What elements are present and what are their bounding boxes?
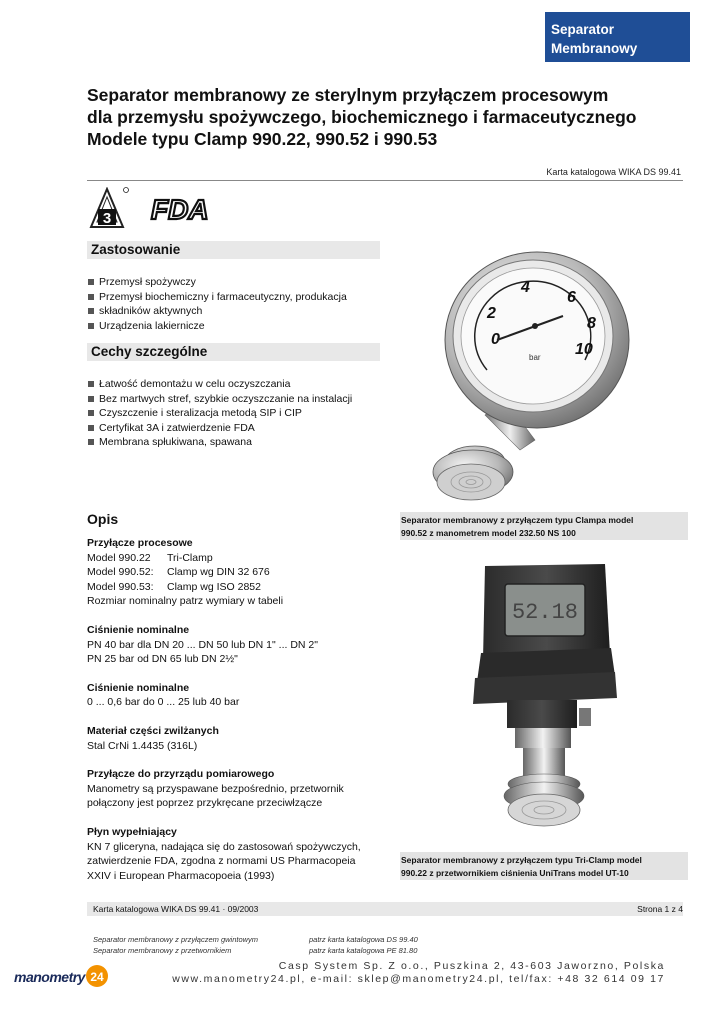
pressure-gauge-image <box>425 240 650 510</box>
cisnienie-line: PN 40 bar dla DN 20 ... DN 50 lub DN 1" ... DN 2" <box>87 638 318 651</box>
list-item: Przemysł biochemiczny i farmaceutyczny, produkacja <box>87 290 387 305</box>
zastosowanie-list <box>87 275 387 333</box>
company-contact: www.manometry24.pl, e-mail: sklep@manometry24.pl, tel/fax: +48 32 614 09 17 <box>172 973 665 985</box>
transmitter-display: 52.18 <box>511 600 579 625</box>
category-tag-line1: Separator <box>551 22 615 37</box>
category-tag <box>545 12 690 62</box>
cisnienie-heading: Ciśnienie nominalne <box>87 623 190 636</box>
przylacze-przyrzadu-heading: Przyłącze do przyrządu pomiarowego <box>87 768 275 781</box>
przylacze-przyrzadu-line: połączony jest poprzez przykręcane przeciwłzącze <box>87 797 323 810</box>
company-info <box>160 960 665 986</box>
page-number: Strona 1 z 4 <box>637 904 683 914</box>
list-item: Bez martwych stref, szybkie oczyszczanie na instalacji <box>87 392 387 407</box>
list-item: Urządzenia lakiernicze <box>87 319 387 334</box>
gauge-tick-label: 6 <box>567 289 576 306</box>
gauge-tick-label: 8 <box>587 315 596 332</box>
model-label: Model 990.52: <box>87 566 154 579</box>
plyn-line: XXIV i European Pharmacopoeia (1993) <box>87 869 275 882</box>
przylacza-note: Rozmiar nominalny patrz wymiary w tabeli <box>87 595 284 608</box>
przylacza-row <box>87 565 387 580</box>
przylacza-row <box>87 551 387 566</box>
przylacza-row <box>87 580 387 595</box>
cechy-list <box>87 377 387 450</box>
section-opis: Opis <box>87 511 119 527</box>
reference-catalog: patrz karta katalogowa DS 99.40 <box>309 935 418 944</box>
reference-row <box>93 946 418 957</box>
brand-badge: 24 <box>90 970 104 984</box>
reference-row <box>93 935 418 946</box>
przylacze-przyrzadu-line: Manometry są przyspawane bezpośrednio, przetwornik <box>87 782 344 795</box>
title-line3: Modele typu Clamp 990.22, 990.52 i 990.53 <box>87 129 438 149</box>
3a-digit: 3 <box>102 210 112 227</box>
reference-product: Separator membranowy z przetwornikiem <box>93 945 232 955</box>
model-value: Clamp wg DIN 32 676 <box>167 566 270 579</box>
model-value: Tri-Clamp <box>167 551 213 564</box>
company-address: Casp System Sp. Z o.o., Puszkina 2, 43-603 Jaworzno, Polska <box>278 960 665 972</box>
pressure-transmitter-image <box>455 558 620 853</box>
list-item: Przemysł spożywczy <box>87 275 387 290</box>
reference-product: Separator membranowy z przyłączem gwintowym <box>93 935 259 944</box>
reference-catalog: patrz karta katalogowa PE 81.80 <box>309 945 418 955</box>
caption-line: 990.22 z przetwornikiem ciśnienia UniTrans model UT-10 <box>401 867 629 878</box>
list-item: Membrana spłukiwana, spawana <box>87 435 387 450</box>
manometry24-logo <box>12 963 112 991</box>
transmitter-caption <box>400 852 688 880</box>
cisnienie-line: PN 25 bar od DN 65 lub DN 2½" <box>87 653 238 666</box>
gauge-tick-label: 10 <box>575 341 593 358</box>
title-line2: dla przemysłu spożywczego, biochemicznego i farmaceutycznego <box>87 107 637 127</box>
plyn-line: zatwierdzenie FDA, zgodna z normami US Pharmacopeia <box>87 855 356 868</box>
list-item-continuation: składników aktywnych <box>99 305 203 317</box>
gauge-tick-label: 0 <box>491 331 500 348</box>
caption-line: 990.52 z manometrem model 232.50 NS 100 <box>401 527 576 538</box>
material-heading: Materiał części zwilżanych <box>87 724 219 737</box>
caption-line: Separator membranowy z przyłączem typu Clampa model <box>401 515 634 525</box>
model-label: Model 990.53: <box>87 580 154 593</box>
certification-logos <box>87 187 227 237</box>
list-item <box>87 304 387 319</box>
cisnienie-heading: Ciśnienie nominalne <box>87 681 190 694</box>
page-title <box>87 84 707 150</box>
brand-name: manometry <box>14 969 85 985</box>
cisnienie-line: 0 ... 0,6 bar do 0 ... 25 lub 40 bar <box>87 696 240 709</box>
caption-line: Separator membranowy z przyłączem typu Tri-Clamp model <box>401 855 642 865</box>
gauge-tick-label: 4 <box>521 279 530 296</box>
model-label: Model 990.22 <box>87 551 151 564</box>
gauge-caption <box>400 512 688 540</box>
related-references <box>93 935 418 956</box>
section-zastosowanie: Zastosowanie <box>87 241 380 259</box>
plyn-heading: Płyn wypełniający <box>87 825 177 838</box>
category-tag-line2: Membranowy <box>551 41 638 56</box>
opis-body <box>87 536 387 883</box>
list-item: Łatwość demontażu w celu oczyszczania <box>87 377 387 392</box>
material-line: Stal CrNi 1.4435 (316L) <box>87 739 198 752</box>
footer-catalog: Karta katalogowa WIKA DS 99.41 · 09/2003 <box>93 904 259 914</box>
przylacza-heading: Przyłącze procesowe <box>87 537 193 549</box>
3a-sanitary-icon <box>91 188 129 228</box>
fda-logo <box>151 194 209 225</box>
fda-text: FDA <box>151 194 209 225</box>
plyn-line: KN 7 gliceryna, nadająca się do zastosowań spożywczych, <box>87 840 361 853</box>
catalog-number: Karta katalogowa WIKA DS 99.41 <box>546 167 681 177</box>
divider <box>87 180 683 181</box>
gauge-tick-label: 2 <box>487 305 496 322</box>
section-cechy: Cechy szczególne <box>87 343 380 361</box>
list-item: Czyszczenie i steralizacja metodą SIP i CIP <box>87 406 387 421</box>
gauge-unit: bar <box>529 353 541 362</box>
title-line1: Separator membranowy ze sterylnym przyłączem procesowym <box>87 85 609 105</box>
list-item: Certyfikat 3A i zatwierdzenie FDA <box>87 421 387 436</box>
model-value: Clamp wg ISO 2852 <box>167 580 261 593</box>
